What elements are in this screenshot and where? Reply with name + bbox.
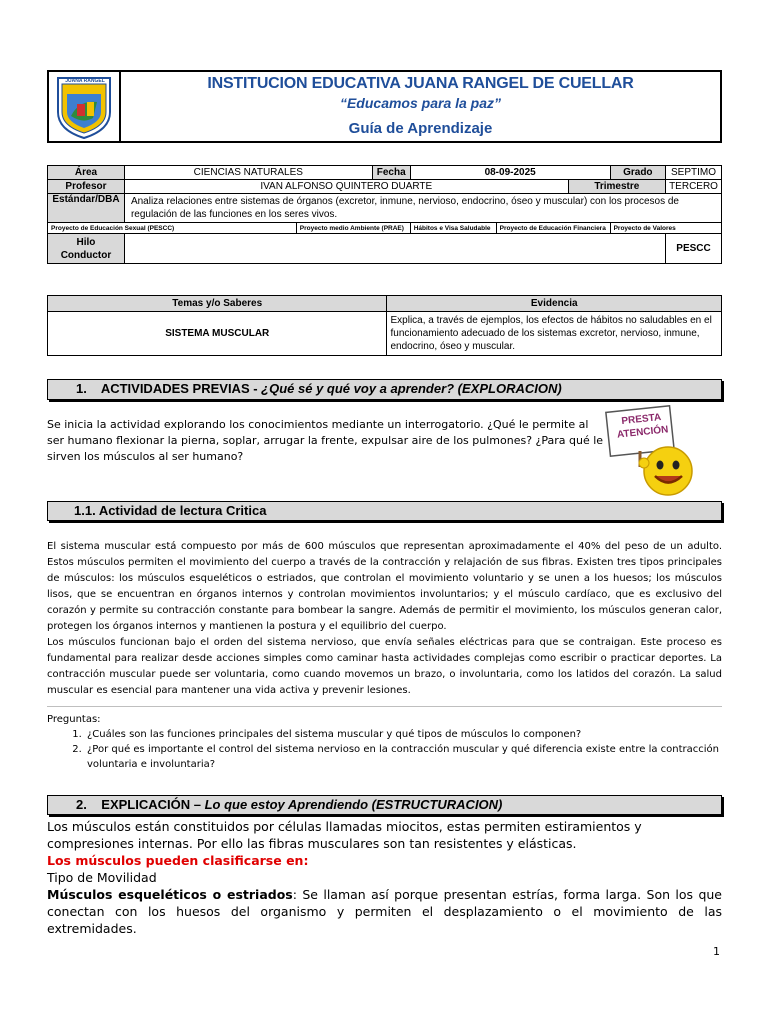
area-value: CIENCIAS NATURALES	[124, 166, 372, 180]
logo-text: JUANA RANGEL	[65, 78, 105, 84]
hilo-label: Hilo Conductor	[48, 234, 125, 264]
section1-intro: Se inicia la actividad explorando los conocimientos mediante un interrogatorio. ¿Qué le permite al ser humano flexionar la pierna, soplar, arrugar la frente, expulsar aire de los pulmones? ¿Para qué le sirven los músculos al ser humano?	[47, 418, 604, 463]
tema-value: SISTEMA MUSCULAR	[48, 312, 387, 356]
hilo-empty	[124, 234, 665, 264]
section1-number: 1.	[76, 381, 87, 396]
separator-line	[47, 706, 722, 707]
project-pescc: Proyecto de Educación Sexual (PESCC)	[48, 223, 297, 234]
evidencia-value: Explica, a través de ejemplos, los efectos de hábitos no saludables en el funcionamiento adecuado de los sistemas excretor, nervioso, inmune, endocrino, óseo y muscular.	[387, 312, 722, 356]
questions-label: Preguntas:	[47, 714, 101, 725]
mobility-subheading: Tipo de Movilidad	[47, 870, 157, 885]
trimestre-label: Trimestre	[568, 180, 665, 194]
skeletal-muscle-term: Músculos esqueléticos o estriados	[47, 887, 293, 902]
questions-block	[47, 712, 722, 772]
question-2: 2. ¿Por qué es importante el control del sistema nervioso en la contracción muscular y qué diferencia existe entre la contracción voluntaria e involuntaria?	[85, 742, 722, 772]
section2-bar	[47, 795, 722, 815]
explanation-block	[47, 818, 722, 937]
explanation-paragraph: Los músculos están constituidos por células llamadas miocitos, estas permiten estiramientos y compresiones internas. Por ello las fibras musculares son tan resistentes y elásticas.	[47, 819, 642, 851]
reading-paragraph-2: Los músculos funcionan bajo el orden del sistema nervioso, que envía señales eléctricas para que se contraigan. Este proceso es fundamental para realizar desde acciones simples como caminar hasta actividades complejas como escribir o practicar deportes. La contracción muscular puede ser voluntaria, como cuando movemos un brazo, o involuntaria, como los latidos del corazón. La salud muscular es esencial para mantener una vida activa y prevenir lesiones.	[47, 637, 722, 696]
sign-line2: ATENCIÓN	[616, 424, 669, 441]
fecha-label: Fecha	[372, 166, 410, 180]
section2-title-italic: Lo que estoy Aprendiendo (ESTRUCTURACION)	[204, 797, 503, 812]
presta-atencion-illustration	[600, 405, 710, 497]
guide-title: Guía de Aprendizaje	[348, 120, 493, 137]
estandar-label: Estándar/DBA	[48, 194, 125, 223]
school-logo	[49, 72, 121, 141]
fecha-value: 08-09-2025	[410, 166, 610, 180]
evidencia-header: Evidencia	[387, 296, 722, 312]
sign-line1: PRESTA	[620, 411, 662, 428]
project-habitos: Hábitos e Visa Saludable	[410, 223, 496, 234]
reading-paragraph-1: El sistema muscular está compuesto por más de 600 músculos que representan aproximadamente el 40% del peso de un adulto. Estos músculos permiten el movimiento del cuerpo a través de la contracción y relajación de sus fibras. Existen tres tipos principales de músculos: los músculos esqueléticos o estriados, que controlan el movimiento voluntario y se unen a los huesos; los músculos lisos, que se encuentran en órganos internos y controlan movimientos involuntarios; y el músculo cardíaco, que es exclusivo del corazón y permite su contracción constante para bombear la sangre. Además de permitir el movimiento, los músculos generan calor, protegen los órganos internos y mantienen la postura y el equilibrio del cuerpo.	[47, 541, 722, 632]
section11-bar	[47, 501, 722, 521]
temas-header: Temas y/o Saberes	[48, 296, 387, 312]
section1-title-italic: ¿Qué sé y qué voy a aprender? (EXPLORACION)	[261, 381, 562, 396]
section1-bar	[47, 379, 722, 400]
section1-title: ACTIVIDADES PREVIAS -	[100, 381, 262, 396]
skeletal-muscle-description: : Se llaman así porque presentan estrías, forma larga. Son los que conectan con los huesos del organismo y permiten el desplazamiento o el movimiento de las extremidades.	[47, 887, 723, 936]
project-prae: Proyecto medio Ambiente (PRAE)	[296, 223, 410, 234]
header-box	[47, 70, 722, 143]
institution-name: INSTITUCION EDUCATIVA JUANA RANGEL DE CUELLAR	[207, 75, 634, 92]
section2-title: EXPLICACIÓN –	[101, 797, 205, 812]
project-financiera: Proyecto de Educación Financiera	[496, 223, 610, 234]
project-valores: Proyecto de Valores	[610, 223, 721, 234]
temas-table	[47, 295, 722, 356]
institution-motto: “Educamos para la paz”	[339, 95, 502, 111]
classification-heading: Los músculos pueden clasificarse en:	[47, 853, 309, 868]
grado-value: SEPTIMO	[666, 166, 722, 180]
skeletal-muscle-paragraph	[47, 886, 722, 937]
hilo-value: PESCC	[666, 234, 722, 264]
question-1: 1. ¿Cuáles son las funciones principales del sistema muscular y qué tipos de músculos lo componen?	[85, 727, 722, 742]
profesor-value: IVAN ALFONSO QUINTERO DUARTE	[124, 180, 568, 194]
header-titles	[121, 72, 720, 141]
section2-number: 2.	[76, 797, 87, 812]
trimestre-value: TERCERO	[666, 180, 722, 194]
grado-label: Grado	[610, 166, 665, 180]
info-table	[47, 165, 722, 264]
estandar-value: Analiza relaciones entre sistemas de órganos (excretor, inmune, nervioso, endocrino, óseo y muscular) con los procesos de regulación de las funciones en los seres vivos.	[124, 194, 721, 223]
page-number: 1	[713, 945, 720, 958]
profesor-label: Profesor	[48, 180, 125, 194]
section11-title: 1.1. Actividad de lectura Critica	[74, 503, 267, 518]
area-label: Área	[48, 166, 125, 180]
